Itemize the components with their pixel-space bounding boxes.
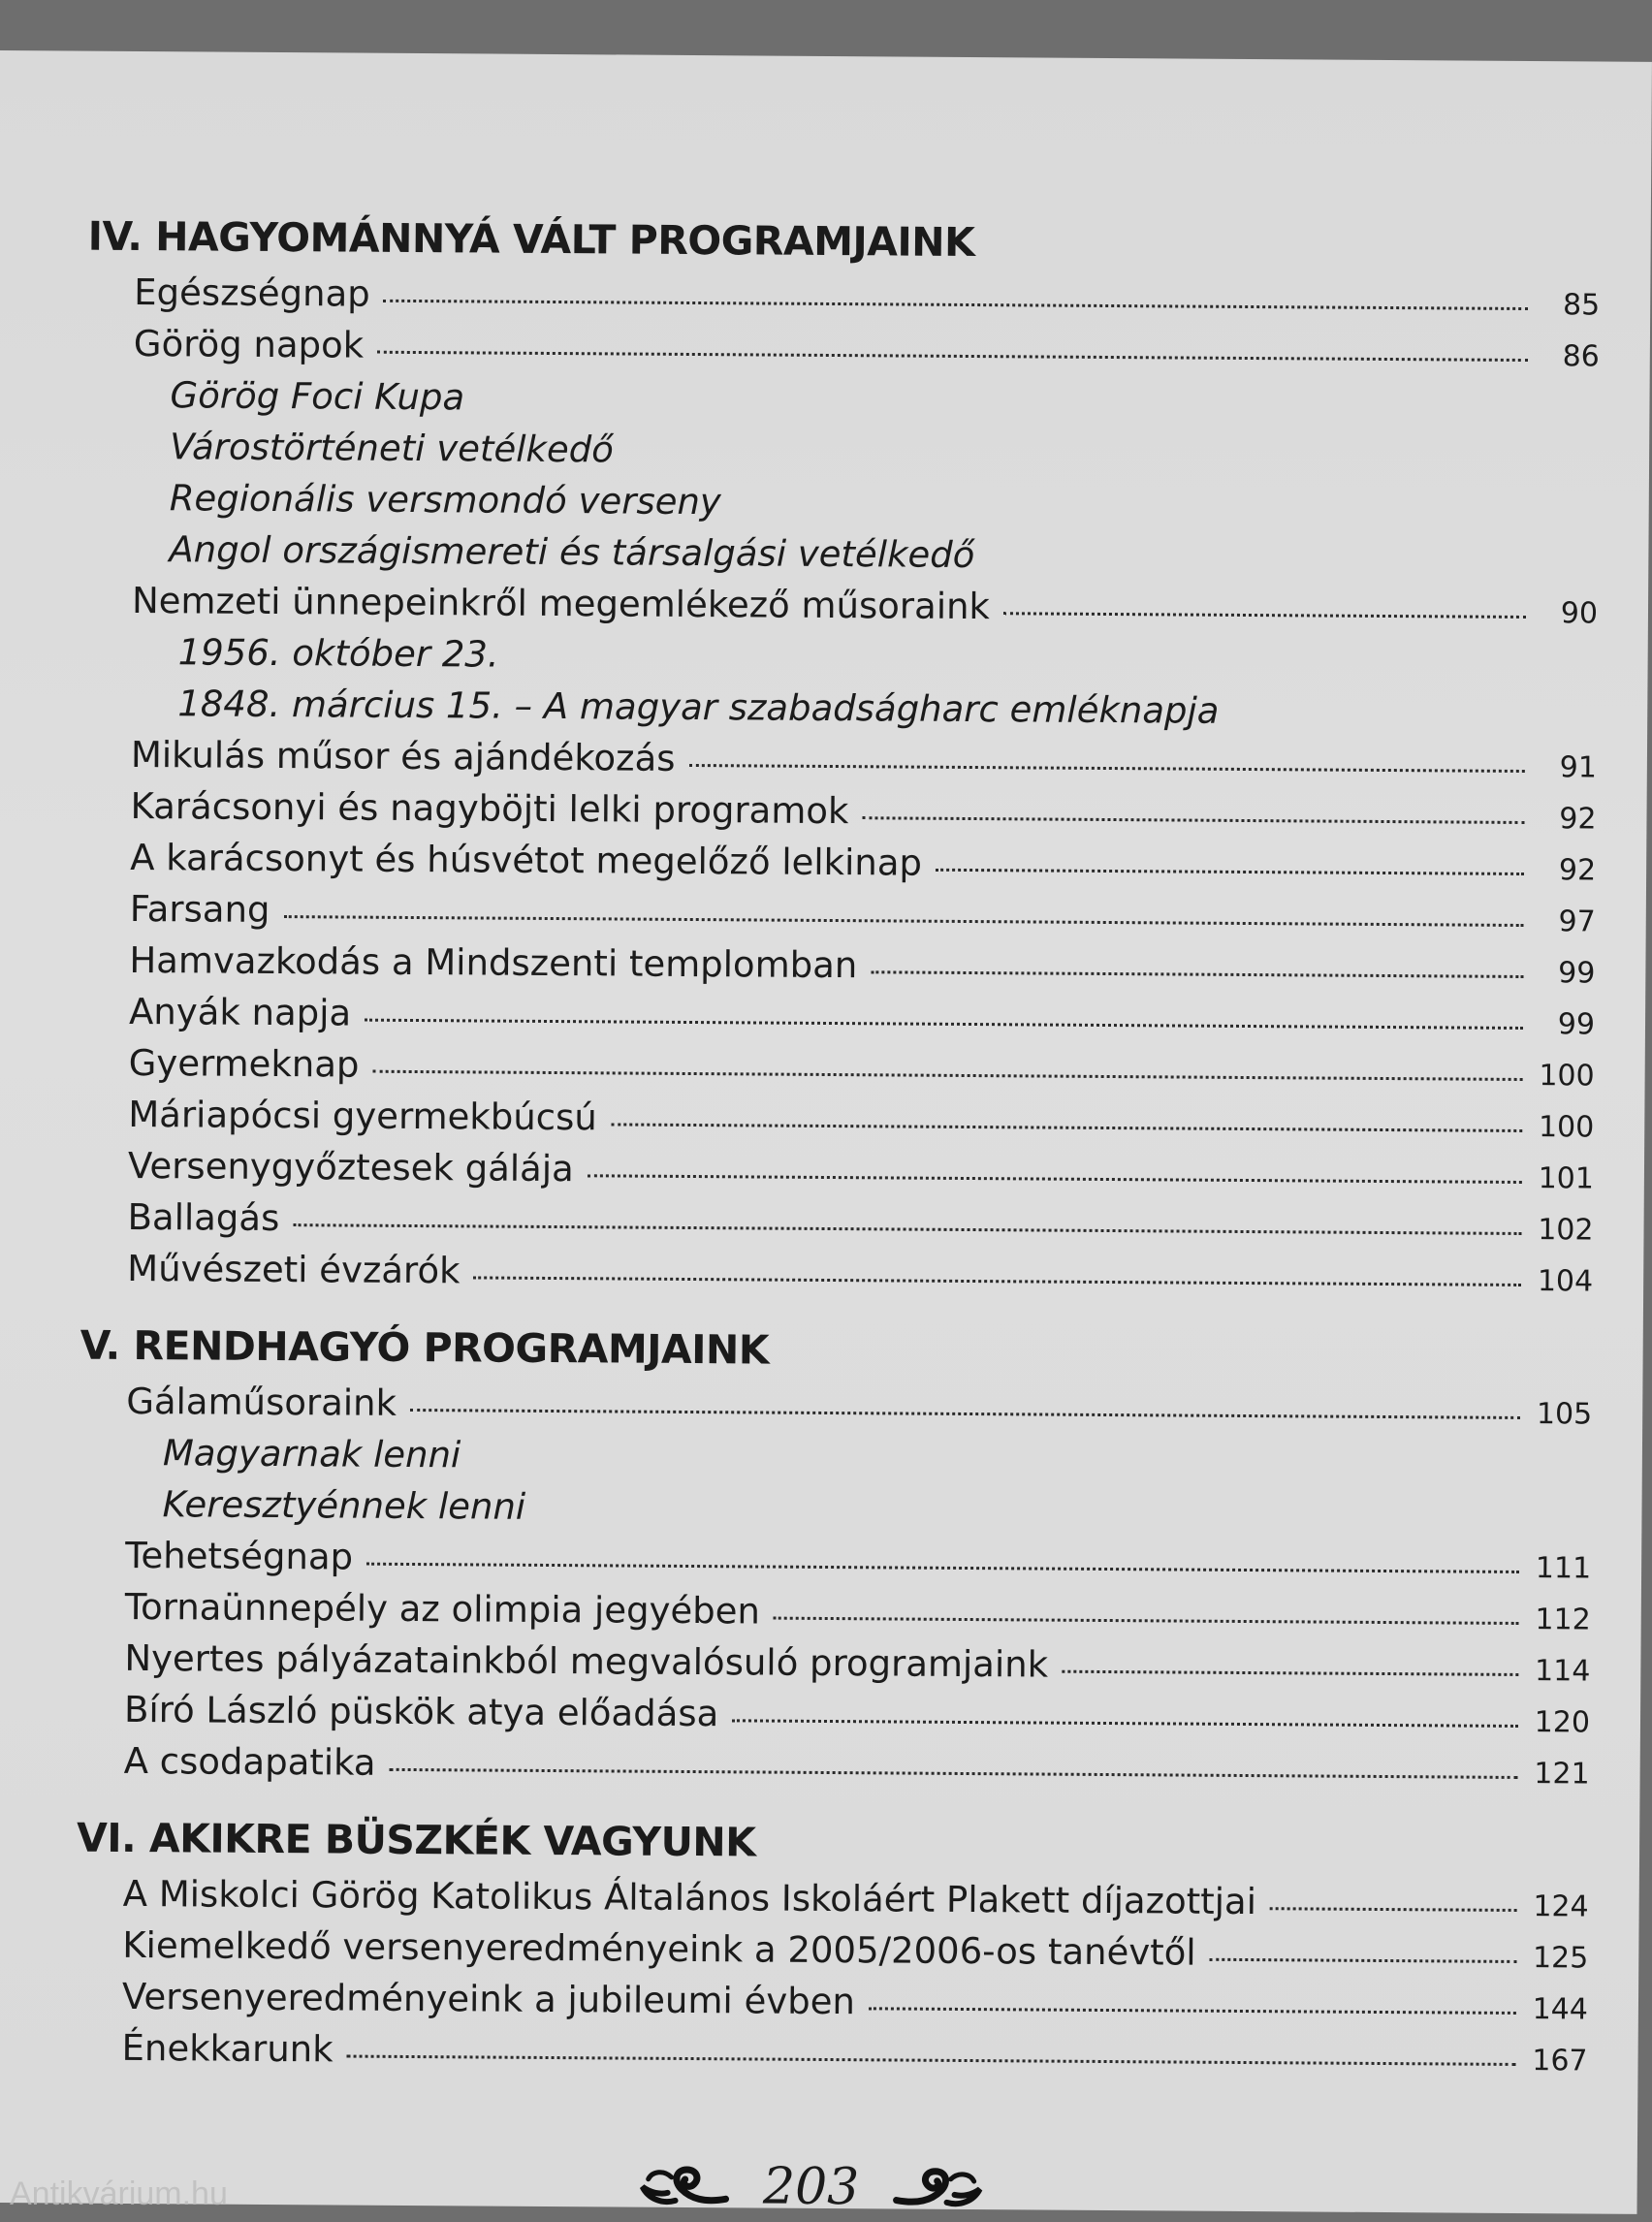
dot-leader [611,1123,1522,1132]
entry-page-number: 91 [1559,750,1597,785]
dot-leader [365,1019,1523,1030]
entry-label: Magyarnak lenni [162,1432,461,1476]
entry-label: Várostörténeti vetélkedő [170,426,614,471]
entry-label: Kiemelkedő versenyeredményeink a 2005/2006-os tanévtől [122,1923,1196,1974]
dot-leader [936,869,1524,875]
entry-page-number: 124 [1533,1889,1589,1924]
entry-label: Nemzeti ünnepeinkről megemlékező műsoraink [131,579,991,628]
dot-leader [377,351,1528,362]
entry-label: Regionális versmondó verseny [169,477,721,524]
dot-leader [366,1563,1519,1573]
entry-label: Művészeti évzárók [127,1247,461,1292]
dot-leader [372,1070,1522,1081]
toc-entry [81,1140,1594,1202]
entry-label: Görög Foci Kupa [170,374,465,419]
dot-leader [347,2055,1516,2066]
right-ornament-icon [892,2161,985,2214]
entry-page-number: 120 [1534,1705,1591,1740]
section-title: IV. HAGYOMÁNNYÁ VÁLT PROGRAMJAINK [87,212,975,267]
entry-label: Egészségnap [134,270,370,315]
entry-page-number: 90 [1560,596,1599,631]
entry-page-number: 97 [1558,905,1596,939]
dot-leader [1210,1958,1517,1963]
entry-page-number: 86 [1562,339,1600,374]
entry-label: Versenygyőztesek gálája [127,1144,574,1190]
entry-label: Mikulás műsor és ajándékozás [130,733,676,779]
entry-label: Görög napok [133,322,365,366]
entry-label: A csodapatika [123,1739,376,1784]
entry-page-number: 121 [1534,1757,1590,1792]
entry-label: Hamvazkodás a Mindszenti templomban [129,938,858,987]
dot-leader [1003,612,1526,619]
entry-page-number: 144 [1532,1992,1589,2027]
entry-label: 1848. március 15. – A magyar szabadságharc emléknapja [177,682,1220,732]
entry-page-number: 99 [1558,956,1596,991]
entry-label: A Miskolci Görög Katolikus Általános Iskoláért Plakett díjazottjai [122,1872,1257,1923]
entry-label: Nyertes pályázatainkból megvalósuló programjaink [124,1636,1049,1686]
entry-page-number: 114 [1534,1654,1591,1689]
section-title: V. RENDHAGYÓ PROGRAMJAINK [79,1321,770,1374]
dot-leader [1270,1907,1517,1912]
entry-page-number: 92 [1559,802,1597,837]
entry-page-number: 100 [1538,1110,1595,1145]
entry-page-number: 100 [1539,1059,1595,1094]
dot-leader [732,1719,1518,1728]
entry-label: Keresztyénnek lenni [162,1483,526,1528]
entry-page-number: 99 [1557,1007,1596,1042]
entry-label: Máriapócsi gyermekbúcsú [128,1093,597,1139]
entry-label: Gálaműsoraink [126,1380,397,1424]
page-footer [0,2152,1637,2222]
dot-leader [588,1174,1522,1184]
dot-leader [871,970,1523,978]
dot-leader [869,2007,1516,2015]
entry-label: Énekkarunk [121,2026,334,2071]
entry-label: Ballagás [127,1195,280,1240]
entry-page-number: 105 [1536,1397,1593,1432]
entry-page-number: 167 [1532,2044,1588,2079]
dot-leader [390,1768,1518,1779]
dot-leader [688,764,1524,773]
entry-label: Versenyeredményeink a jubileumi évben [121,1975,856,2023]
toc-entry [80,1243,1593,1305]
entry-label: Angol országismereti és társalgási vetélkedő [169,528,975,577]
entry-label: Anyák napja [128,990,352,1034]
toc-entry [78,1735,1590,1797]
section-title: VI. AKIKRE BÜSZKÉK VAGYUNK [76,1814,756,1866]
watermark: Antikvárium.hu [10,2175,228,2212]
entry-label: A karácsonyt és húsvétot megelőző lelkinap [130,836,923,884]
book-page [0,50,1652,2217]
dot-leader [283,915,1523,927]
dot-leader [1062,1670,1518,1676]
entry-label: Tehetségnap [125,1534,354,1578]
entry-page-number: 92 [1558,853,1597,888]
entry-page-number: 112 [1535,1603,1591,1637]
entry-page-number: 101 [1538,1161,1595,1196]
entry-label: Gyermeknap [128,1041,360,1086]
entry-label: 1956. október 23. [177,631,499,676]
toc-entry [75,2022,1587,2084]
entry-label: Karácsonyi és nagyböjti lelki programok [130,784,849,833]
dot-leader [862,816,1524,824]
left-ornament-icon [637,2160,730,2213]
toc-entry [83,832,1596,894]
page-number: 203 [762,2157,860,2217]
dot-leader [293,1223,1521,1235]
entry-label: Farsang [129,887,270,931]
table-of-contents [75,206,1600,2084]
entry-page-number: 125 [1532,1941,1589,1976]
entry-label: Bíró László püskök atya előadása [123,1688,719,1735]
entry-page-number: 85 [1562,288,1601,323]
entry-label: Tornaünnepély az olimpia jegyében [124,1585,761,1633]
dot-leader [410,1409,1520,1419]
entry-page-number: 111 [1535,1551,1592,1586]
entry-page-number: 102 [1538,1213,1594,1248]
entry-page-number: 104 [1537,1264,1594,1299]
dot-leader [774,1617,1519,1625]
dot-leader [473,1276,1521,1286]
dot-leader [384,300,1529,310]
